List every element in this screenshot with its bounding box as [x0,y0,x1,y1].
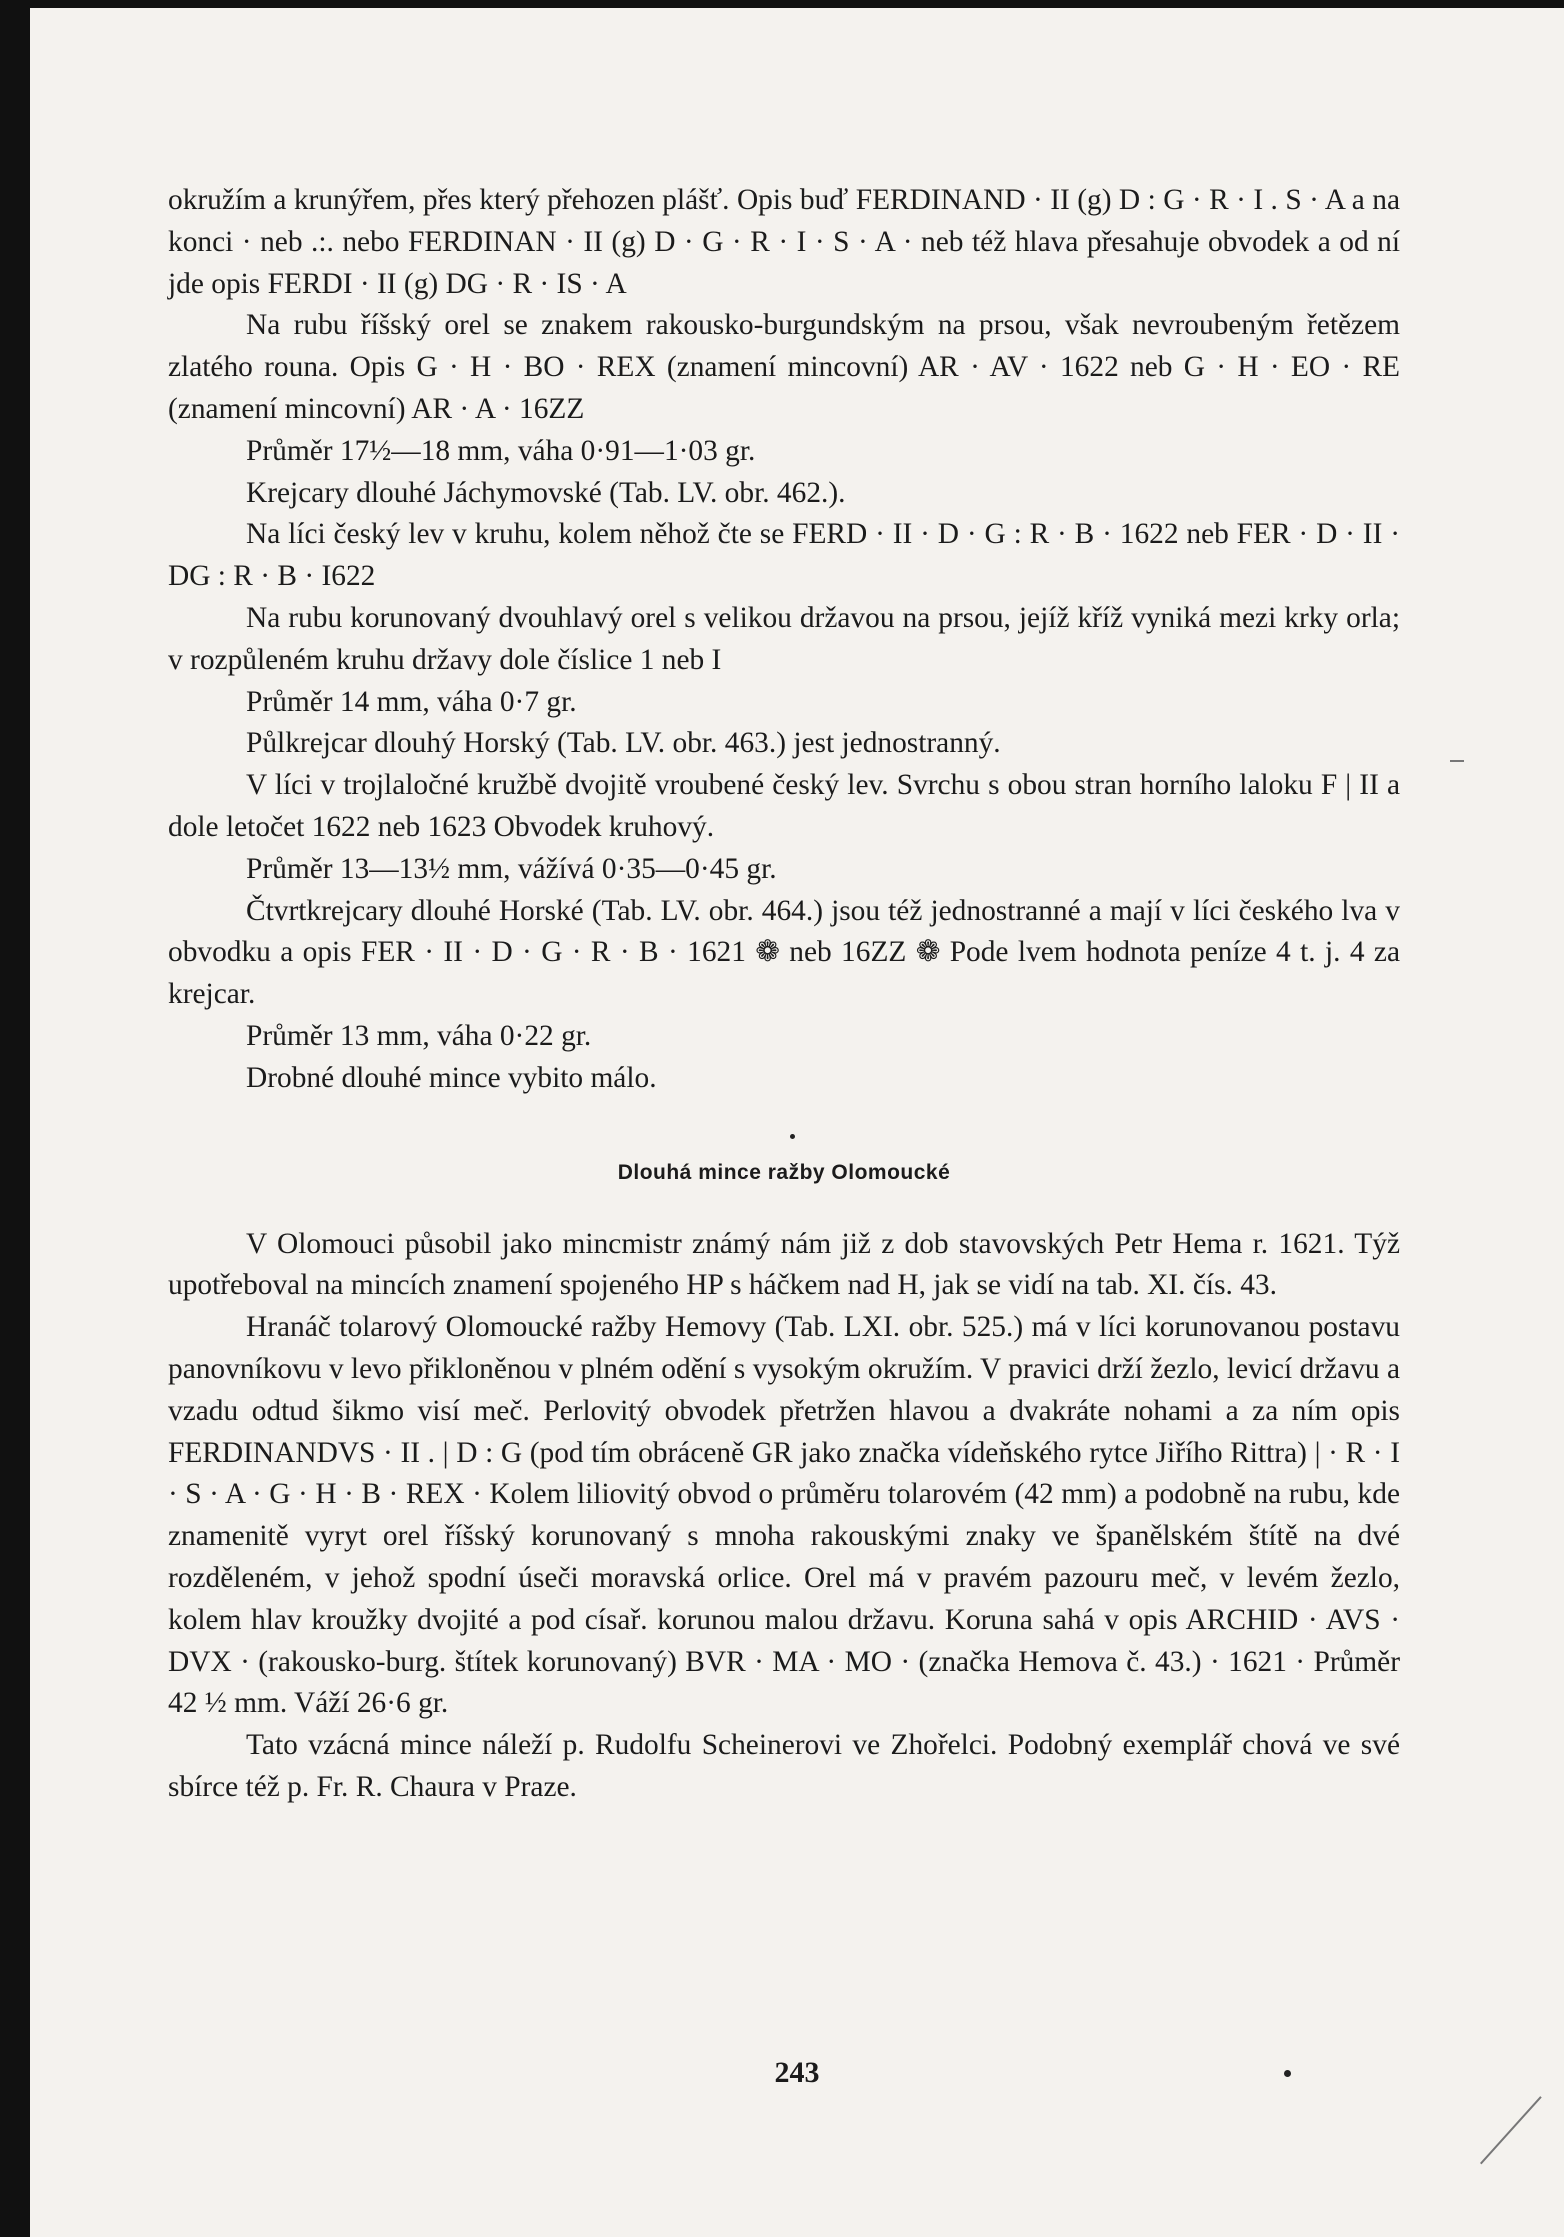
paragraph: Průměr 13—13½ mm, vážívá 0·35—0·45 gr. [246,852,777,885]
page-number: 243 [774,2056,820,2089]
paragraph: Průměr 14 mm, váha 0·7 gr. [246,685,577,718]
scan-mark [1480,2096,1542,2164]
paragraph: Drobné dlouhé mince vybito málo. [246,1061,657,1094]
paragraph: V Olomouci působil jako mincmistr známý nám již z dob stavovských Petr Hema r. 1621. Týž upotřeboval na mincích znamení spojeného HP s háčkem nad H, jak se vidí na tab. XI. čís. 43. [168,1227,1400,1302]
decorative-dot [790,1134,795,1139]
paragraph: okružím a krunýřem, přes který přehozen plášť. Opis buď FERDINAND · II (g) D : G · R · I . S · A a na konci · neb .:. nebo FERDINAN · II (g) D · G · R · I · S · A · neb též hlava přesahuje obvodek a od ní jde opis FERDI · II (g) DG · R · IS · A [168,184,1400,300]
book-page [30,8,1564,2237]
paragraph: Hranáč tolarový Olomoucké ražby Hemovy (Tab. LXI. obr. 525.) má v líci korunovanou postavu panovníkovu v levo přikloněnou v plném odění s vysokým okružím. V pravici drží žezlo, levicí državu a vzadu odtud šikmo visí meč. Perlovitý obvodek přetržen hlavou a dvakráte nohami a za ním opis FERDINANDVS · II . | D : G (pod tím obráceně GR jako značka vídeňského rytce Jiřího Rittra) | · R · I · S · A · G · H · B · REX · Kolem liliovitý obvod o průměru tolarovém (42 mm) a podobně na rubu, kde znamenitě vyryt orel říšský korunovaný s mnoha rakouskými znaky ve španělském štítě na dvé rozděleném, v jehož spodní úseči moravská orlice. Orel má v pravém pazouru meč, v levém žezlo, kolem hlav kroužky dvojité a pod císař. korunou malou državu. Koruna sahá v opis ARCHID · AVS · DVX · (rakousko-burg. štítek korunovaný) BVR · MA · MO · (značka Hemova č. 43.) · 1621 · Průměr 42 ½ mm. Váží 26·6 gr. [168,1311,1400,1720]
paragraph: Na líci český lev v kruhu, kolem něhož čte se FERD · II · D · G : R · B · 1622 neb FER · D · II · DG : R · B · I622 [168,518,1400,593]
paragraph: V líci v trojlaločné kružbě dvojitě vroubené český lev. Svrchu s obou stran horního laloku F | II a dole letočet 1622 neb 1623 Obvodek kruhový. [168,769,1400,843]
paragraph: Půlkrejcar dlouhý Horský (Tab. LV. obr. 463.) jest jednostranný. [246,727,1001,760]
paragraph: Na rubu říšský orel se znakem rakousko-burgundským na prsou, však nevroubeným řetězem zlatého rouna. Opis G · H · BO · REX (znamení mincovní) AR · AV · 1622 neb G · H · EO · RE (znamení mincovní) AR · A · 16ZZ [168,309,1400,425]
page-text [168,180,1400,1809]
decorative-dot [1284,2070,1291,2077]
paragraph: Průměr 13 mm, váha 0·22 gr. [246,1019,592,1052]
paragraph: Krejcary dlouhé Jáchymovské (Tab. LV. obr. 462.). [246,476,846,509]
paragraph: Průměr 17½—18 mm, váha 0·91—1·03 gr. [246,434,756,467]
scan-mark [1450,760,1464,762]
section-heading: Dlouhá mince ražby Olomoucké [617,1160,951,1184]
paragraph: Čtvrtkrejcary dlouhé Horské (Tab. LV. obr. 464.) jsou též jednostranné a mají v líci českého lva v obvodku a opis FER · II · D · G · R · B · 1621 ❁ neb 16ZZ ❁ Pode lvem hodnota peníze 4 t. j. 4 za krejcar. [168,894,1400,1011]
paragraph: Tato vzácná mince náleží p. Rudolfu Scheinerovi ve Zhořelci. Podobný exemplář chová ve své sbírce též p. Fr. R. Chaura v Praze. [168,1729,1400,1803]
paragraph: Na rubu korunovaný dvouhlavý orel s velikou državou na prsou, jejíž kříž vyniká mezi krky orla; v rozpůleném kruhu državy dole číslice 1 neb I [168,601,1400,676]
